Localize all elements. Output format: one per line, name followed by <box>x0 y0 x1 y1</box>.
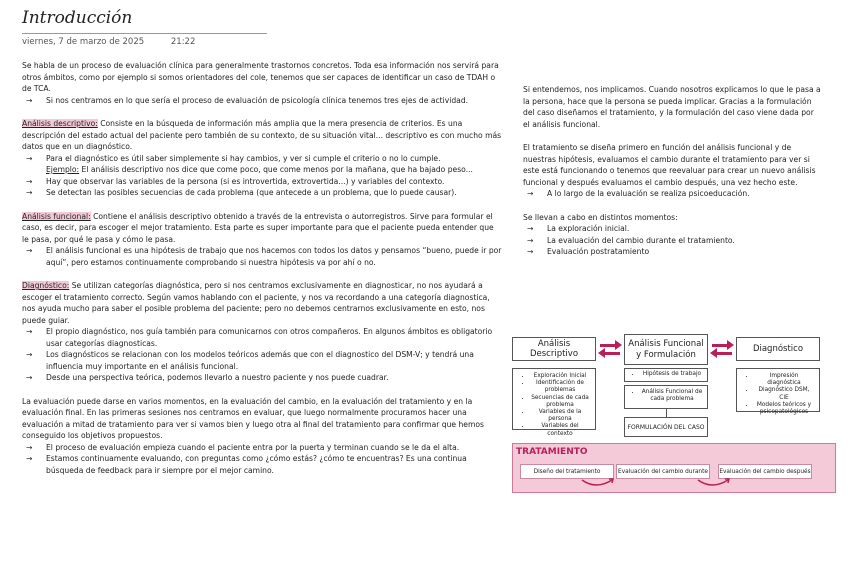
connector-line <box>666 409 667 417</box>
list-item: → Se detectan las posibles secuencias de cada problema (que antecede a un problema, que lo puede causar). <box>22 187 502 199</box>
funcional-heading: Análisis funcional: <box>22 211 91 221</box>
list-item: → Desde una perspectiva teórica, podemos llevarlo a nuestro paciente y nos puede cuadrar. <box>22 372 502 384</box>
curve-arrow-icon <box>698 480 728 485</box>
tratamiento-step: Evaluación del cambio después <box>718 464 812 479</box>
page-date: viernes, 7 de marzo de 2025 <box>22 37 145 47</box>
title-divider <box>22 33 267 34</box>
list-item: • Exploración Inicial <box>531 373 589 380</box>
list-item: → Si nos centramos en lo que sería el proceso de evaluación de psicología clínica tenemos tres ejes de actividad. <box>22 95 502 107</box>
arrow-icon: → <box>26 373 33 382</box>
tratamiento-paragraph: El tratamiento se diseña primero en función del análisis funcional y de nuestras hipótesis, evaluamos el cambio durante el tratamiento para ver si este está funcionando o tenemos que reevaluar para crear un nuevo análisis funcional y después evaluamos el cambio después, una vez hecho este. <box>523 143 816 187</box>
tratamiento-title: TRATAMIENTO <box>516 447 588 457</box>
diagnostico-paragraph: Diagnóstico: Se utilizan categorías diagnóstica, pero si nos centramos exclusivamente en diagnosticar, no nos ayudará a escoger el tratamiento correcto. Según vamos hablando con el paciente, y nos va recordando a una categoría diagnostica, nos ayuda mucho para saber el posible problema del paciente; pero no debemos centrarnos exclusivamente en esto, nos puede guiar. <box>22 281 490 325</box>
funcional-item-box <box>624 385 708 409</box>
left-arrow-icon <box>604 352 620 355</box>
arrow-icon: → <box>527 224 534 233</box>
diagnostico-box: Diagnóstico <box>736 337 820 361</box>
arrow-icon: → <box>26 454 33 463</box>
list-item: • Análisis Funcional de cada problema <box>641 389 703 403</box>
funcional-paragraph: Análisis funcional: Contiene el análisis descriptivo obtenido a través de la entrevista o autorregistros. Sirve para formular el caso, es decir, para escoger el mejor tratamiento. Esta parte es super importante para que el paciente pueda entender que le pasa, por qué le pasa y cómo le pasa. <box>22 211 494 244</box>
diagnostico-items-box <box>736 368 820 416</box>
list-item: → Para el diagnóstico es útil saber simplemente si hay cambios, y ver si cumple el criterio o no lo cumple. <box>22 153 502 165</box>
list-item: • Variables del contexto <box>531 423 589 437</box>
arrow-icon: → <box>26 188 33 197</box>
list-item: • Variables de la persona <box>531 409 589 423</box>
arrow-icon: → <box>26 246 33 255</box>
funcional-box: Análisis Funcional y Formulación <box>624 334 708 365</box>
tratamiento-step: Evaluación del cambio durante <box>616 464 710 479</box>
arrow-icon: → <box>26 350 33 359</box>
list-item: → Estamos continuamente evaluando, con preguntas como ¿cómo estás? ¿cómo te encuentras? Es una continua búsqueda de feedback para ir siempre por el mejor camino. <box>22 453 502 476</box>
arrow-icon: → <box>26 442 33 452</box>
implicacion-paragraph: Si entendemos, nos implicamos. Cuando nosotros explicamos lo que le pasa a la persona, hace que la persona se pueda implicar. Gracias a la formulación del caso diseñamos el tratamiento, y la formulación del caso viene dada por el análisis funcional. <box>523 85 821 129</box>
hipotesis-box <box>624 368 708 382</box>
descriptivo-box: Análisis Descriptivo <box>512 337 596 361</box>
list-item: → El propio diagnóstico, nos guía también para comunicarnos con otros compañeros. En algunos ámbitos es obligatorio usar categorías diagnosticas. <box>22 326 502 349</box>
formulacion-box: FORMULACIÓN DEL CASO <box>624 417 708 437</box>
tratamiento-step: Diseño del tratamiento <box>520 464 614 479</box>
descriptivo-items-box <box>512 368 596 437</box>
list-item: • Hipótesis de trabajo <box>641 371 703 378</box>
list-item: → A lo largo de la evaluación se realiza psicoeducación. <box>523 188 823 200</box>
right-column <box>523 84 823 258</box>
arrow-icon: → <box>26 95 33 105</box>
page-title: Introducción <box>22 8 133 28</box>
page-time: 21:22 <box>170 37 196 47</box>
list-item: → El análisis funcional es una hipótesis de trabajo que nos hacemos con todos los datos y pensamos “bueno, puede ir por aquí”, pero estamos continuamente comprobando si nuestra hipótesis va por ahí o no. <box>22 245 502 268</box>
descriptivo-heading: Análisis descriptivo: <box>22 119 98 128</box>
list-item: • Impresión diagnóstica <box>755 373 813 387</box>
intro-paragraph: Se habla de un proceso de evaluación clínica para generalmente trastornos concretos. Toda esa información nos servirá para otros ámbitos, como por ejemplo si somos orientadores del cole, tenemos que ser capaces de identificar un caso de TDAH o de TCA. <box>22 61 499 93</box>
list-item: → Hay que observar las variables de la persona (si es introvertida, extrovertida...) y variables del contexto. <box>22 176 502 188</box>
cycle-arrows <box>512 478 836 494</box>
list-item: • Identificación de problemas <box>531 380 589 394</box>
evaluacion-paragraph: La evaluación puede darse en varios momentos, en la evaluación del cambio, en la evaluación del tratamiento y en la evaluación final. En las primeras sesiones nos centramos en evaluar, que luego normalmente procuramos hacer una evaluación a mitad de tratamiento para ver si vamos bien y luego otra al final del tratamiento para confirmar que hemos conseguido los objetivos propuestos. <box>22 396 484 440</box>
arrow-icon: → <box>527 235 534 245</box>
list-item: • Diagnóstico DSM, CIE <box>755 387 813 401</box>
left-arrow-icon <box>716 352 732 355</box>
momentos-paragraph: Se llevan a cabo en distintos momentos: <box>523 212 678 222</box>
descriptivo-paragraph: Análisis descriptivo: Consiste en la búsqueda de información más amplia que la mera presencia de criterios. Es una descripción del estado actual del paciente pero también de su contexto, de su situación vital... descriptivo es con mucho más datos que en un diagnóstico. <box>22 119 502 151</box>
arrow-icon: → <box>26 176 33 186</box>
left-column <box>22 60 502 476</box>
example-item: Ejemplo: El análisis descriptivo nos dice que come poco, que come menos por la mañana, que ha bajado peso... <box>46 165 473 174</box>
arrow-icon: → <box>527 189 534 198</box>
list-item: • Modelos teóricos y psicopatológicos <box>755 402 813 416</box>
list-item: → El proceso de evaluación empieza cuando el paciente entra por la puerta y terminan cuando se le da el alta. <box>22 442 502 454</box>
page-timestamp <box>22 37 195 47</box>
list-item: → La evaluación del cambio durante el tratamiento. <box>523 235 823 247</box>
arrow-icon: → <box>26 153 33 163</box>
curve-arrow-icon <box>582 480 612 485</box>
list-item: → La exploración inicial. <box>523 223 823 235</box>
list-item: → Evaluación postratamiento <box>523 246 823 258</box>
arrow-icon: → <box>527 247 534 256</box>
right-arrow-icon <box>712 344 728 347</box>
right-arrow-icon <box>600 344 616 347</box>
diagnostico-heading: Diagnóstico: <box>22 281 70 290</box>
list-item: → Los diagnósticos se relacionan con los modelos teóricos además que con el diagnostico del DSM-V; y tendrá una influencia muy importante en el análisis funcional. <box>22 349 502 372</box>
list-item: • Secuencias de cada problema <box>531 395 589 409</box>
arrow-icon: → <box>26 327 33 336</box>
